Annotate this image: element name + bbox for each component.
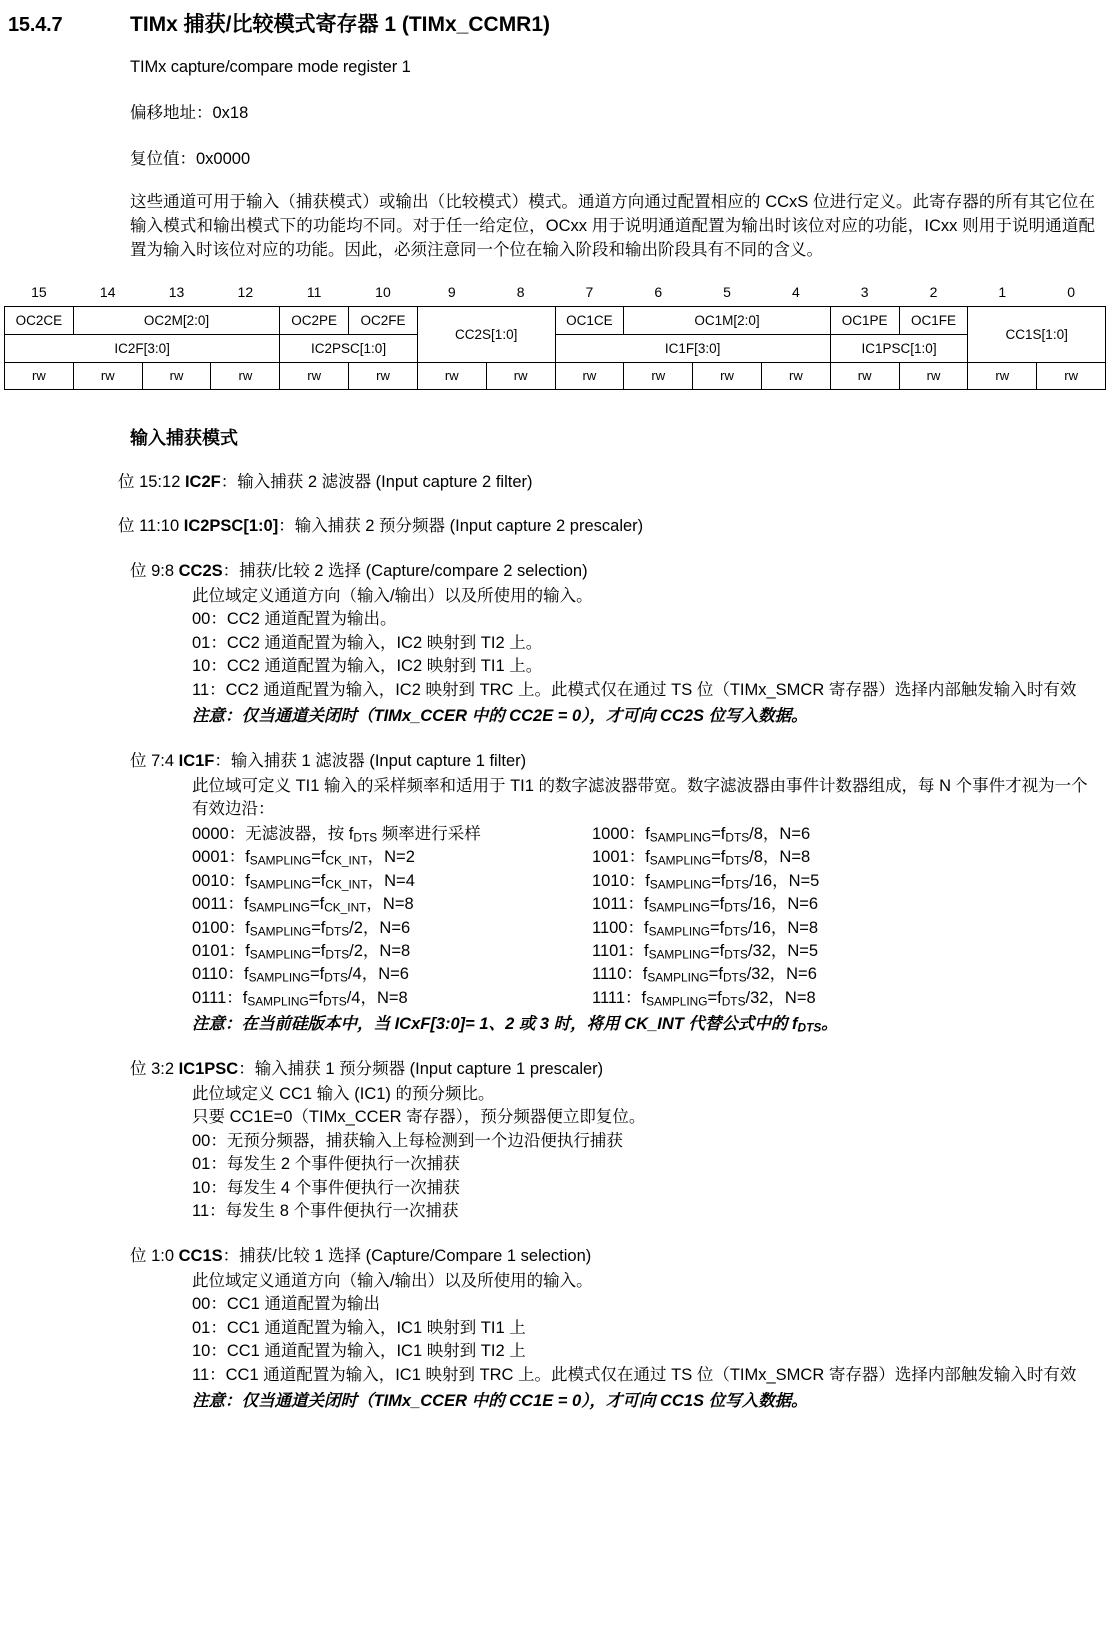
filter-option: 1010：$f_{SAMPLING}=f_{DTS}/16$，N=5 bbox=[592, 871, 820, 892]
option-line: 00：CC2 通道配置为输出。 bbox=[192, 610, 397, 629]
filter-option: 1100：$f_{SAMPLING}=f_{DTS}/16$，N=8 bbox=[592, 918, 819, 939]
filter-option: 0001：$f_{SAMPLING}=f_{CK\_INT}$，N=2 bbox=[192, 848, 415, 868]
filter-option: 0000：无滤波器，按 $f_{DTS}$ 频率进行采样 bbox=[192, 824, 481, 845]
register-cell: CC2S[1:0] bbox=[417, 306, 555, 362]
bit-number: 14 bbox=[99, 283, 116, 300]
bit-number: 15 bbox=[31, 283, 47, 300]
bit-number: 4 bbox=[791, 283, 800, 300]
bit-number: 7 bbox=[585, 283, 594, 300]
bit-number: 5 bbox=[723, 283, 731, 300]
register-input-row bbox=[5, 334, 1106, 362]
field-ic2psc-name: IC2PSC[1:0] bbox=[183, 517, 279, 536]
filter-option: 1111：$f_{SAMPLING}=f_{DTS}/32$，N=8 bbox=[592, 988, 816, 1009]
bit-number: 6 bbox=[654, 283, 663, 300]
access-cell: rw bbox=[211, 362, 280, 389]
access-cell: rw bbox=[899, 362, 968, 389]
field-ic1f bbox=[130, 750, 1110, 1037]
register-cell: OC1FE bbox=[899, 306, 968, 334]
access-cell: rw bbox=[417, 362, 486, 389]
register-cell: OC2CE bbox=[5, 306, 74, 334]
bit-number: 10 bbox=[375, 283, 391, 300]
input-capture-mode-heading: 输入捕获模式 bbox=[130, 427, 238, 448]
field-ic1psc bbox=[130, 1058, 1110, 1224]
option-line: 此位域定义 CC1 输入 (IC1) 的预分频比。 bbox=[192, 1085, 495, 1104]
field-cc1s-bits: 位 1:0 bbox=[130, 1246, 175, 1265]
option-line: 01：CC2 通道配置为输入，IC2 映射到 TI2 上。 bbox=[192, 633, 543, 652]
field-cc2s bbox=[130, 560, 1110, 729]
option-line: 11：CC2 通道配置为输入，IC2 映射到 TRC 上。此模式仅在通过 TS 位（TIMx_SMCR 寄存器）选择内部触发输入时有效 bbox=[192, 680, 1077, 699]
filter-option: 1101：$f_{SAMPLING}=f_{DTS}/32$，N=5 bbox=[592, 941, 819, 962]
field-ic1f-note: 注意：在当前硅版本中，当 ICxF[3:0]= 1、2 或 3 时，将用 CK_INT 代替公式中的 $f_{DTS}$。 bbox=[192, 1015, 838, 1035]
option-line: 10：CC1 通道配置为输入，IC1 映射到 TI2 上 bbox=[192, 1342, 526, 1361]
access-cell: rw bbox=[968, 362, 1037, 389]
field-cc2s-desc: ：捕获/比较 2 选择 (Capture/compare 2 selection) bbox=[222, 561, 588, 580]
access-cell: rw bbox=[486, 362, 555, 389]
field-cc1s-desc: ：捕获/比较 1 选择 (Capture/Compare 1 selection) bbox=[222, 1246, 592, 1265]
page-heading bbox=[0, 0, 1110, 38]
filter-option: 1001：$f_{SAMPLING}=f_{DTS}/8$，N=8 bbox=[592, 848, 811, 868]
field-cc1s-name: CC1S bbox=[178, 1246, 223, 1265]
bit-number: 8 bbox=[516, 283, 525, 300]
option-line: 00：无预分频器，捕获输入上每检测到一个边沿便执行捕获 bbox=[192, 1131, 623, 1150]
option-line: 只要 CC1E=0（TIMx_CCER 寄存器），预分频器便立即复位。 bbox=[192, 1108, 646, 1127]
access-cell: rw bbox=[5, 362, 74, 389]
filter-option: 0011：$f_{SAMPLING}=f_{CK\_INT}$，N=8 bbox=[192, 895, 414, 915]
register-output-row bbox=[5, 306, 1106, 334]
option-line: 01：CC1 通道配置为输入，IC1 映射到 TI1 上 bbox=[192, 1318, 526, 1337]
field-ic2f-bits: 位 15:12 bbox=[118, 472, 181, 491]
intro-paragraph: 这些通道可用于输入（捕获模式）或输出（比较模式）模式。通道方向通过配置相应的 CCxS 位进行定义。此寄存器的所有其它位在输入模式和输出模式下的功能均不同。对于任一给定位，OCxx 用于说明通道配置为输出时该位对应的功能，ICxx 则用于说明通道配置为输入时该位对应的功能。因此，必须注意同一个位在输入阶段和输出阶段具有不同的含义。 bbox=[130, 193, 1095, 259]
access-cell: rw bbox=[761, 362, 830, 389]
field-cc2s-name: CC2S bbox=[178, 561, 223, 580]
register-cell: CC1S[1:0] bbox=[968, 306, 1106, 362]
filter-option: 1000：$f_{SAMPLING}=f_{DTS}/8$，N=6 bbox=[592, 824, 811, 845]
field-cc2s-lines bbox=[192, 585, 1110, 702]
option-line: 10：CC2 通道配置为输入，IC2 映射到 TI1 上。 bbox=[192, 657, 543, 676]
register-access-row bbox=[5, 362, 1106, 389]
field-ic2psc-desc: ：输入捕获 2 预分频器 (Input capture 2 prescaler) bbox=[278, 517, 644, 536]
filter-option: 1110：$f_{SAMPLING}=f_{DTS}/32$，N=6 bbox=[592, 965, 817, 985]
option-line: 11：每发生 8 个事件便执行一次捕获 bbox=[192, 1202, 459, 1221]
option-line: 00：CC1 通道配置为输出 bbox=[192, 1295, 380, 1314]
bit-number: 11 bbox=[306, 283, 322, 300]
register-bitfield-table bbox=[0, 281, 1110, 390]
access-cell: rw bbox=[830, 362, 899, 389]
field-ic1psc-lines bbox=[192, 1083, 1110, 1224]
field-cc1s-lines bbox=[192, 1270, 1110, 1387]
register-cell: IC1PSC[1:0] bbox=[830, 334, 968, 362]
field-ic2psc-bits: 位 11:10 bbox=[118, 517, 180, 536]
bit-number: 12 bbox=[237, 283, 254, 300]
register-cell: OC2M[2:0] bbox=[73, 306, 279, 334]
register-cell: IC2PSC[1:0] bbox=[280, 334, 418, 362]
field-cc2s-note: 注意：仅当通道关闭时（TIMx_CCER 中的 CC2E = 0），才可向 CC2S 位写入数据。 bbox=[192, 707, 808, 726]
field-ic2psc bbox=[118, 515, 1110, 538]
access-cell: rw bbox=[73, 362, 142, 389]
field-cc1s bbox=[130, 1245, 1110, 1414]
field-cc1s-note: 注意：仅当通道关闭时（TIMx_CCER 中的 CC1E = 0），才可向 CC1S 位写入数据。 bbox=[192, 1392, 808, 1411]
access-cell: rw bbox=[1037, 362, 1106, 389]
bit-number: 0 bbox=[1067, 283, 1075, 300]
field-ic2f bbox=[118, 471, 1110, 494]
register-cell: OC1CE bbox=[555, 306, 624, 334]
bit-number-row bbox=[5, 281, 1106, 307]
bit-number: 1 bbox=[998, 283, 1007, 300]
access-cell: rw bbox=[142, 362, 211, 389]
offset-address: 偏移地址：0x18 bbox=[130, 104, 249, 122]
access-cell: rw bbox=[693, 362, 762, 389]
register-cell: IC2F[3:0] bbox=[5, 334, 280, 362]
access-cell: rw bbox=[349, 362, 418, 389]
ic1f-filter-table bbox=[192, 823, 1110, 1010]
field-ic2f-desc: ：输入捕获 2 滤波器 (Input capture 2 filter) bbox=[220, 472, 533, 491]
filter-option: 1011：$f_{SAMPLING}=f_{DTS}/16$，N=6 bbox=[592, 895, 819, 915]
bit-number: 3 bbox=[860, 283, 869, 300]
option-line: 此位域定义通道方向（输入/输出）以及所使用的输入。 bbox=[192, 587, 593, 606]
section-number: 15.4.7 bbox=[8, 14, 63, 36]
bit-number: 9 bbox=[447, 283, 456, 300]
register-cell: IC1F[3:0] bbox=[555, 334, 830, 362]
option-line: 01：每发生 2 个事件便执行一次捕获 bbox=[192, 1155, 460, 1174]
register-cell: OC2FE bbox=[349, 306, 418, 334]
field-ic1psc-name: IC1PSC bbox=[178, 1059, 239, 1078]
register-cell: OC1M[2:0] bbox=[624, 306, 830, 334]
bit-number: 2 bbox=[929, 283, 938, 300]
field-cc2s-bits: 位 9:8 bbox=[130, 561, 175, 580]
register-cell: OC1PE bbox=[830, 306, 899, 334]
field-ic1f-name: IC1F bbox=[178, 751, 215, 770]
filter-option: 0101：$f_{SAMPLING}=f_{DTS}/2$，N=8 bbox=[192, 941, 411, 962]
section-title: TIMx 捕获/比较模式寄存器 1 (TIMx_CCMR1) bbox=[130, 13, 551, 36]
field-ic1f-intro: 此位域可定义 TI1 输入的采样频率和适用于 TI1 的数字滤波器带宽。数字滤波器由事件计数器组成，每 N 个事件才视为一个有效边沿： bbox=[192, 776, 1088, 819]
filter-option: 0110：$f_{SAMPLING}=f_{DTS}/4$，N=6 bbox=[192, 965, 409, 985]
option-line: 10：每发生 4 个事件便执行一次捕获 bbox=[192, 1178, 460, 1197]
reset-value: 复位值：0x0000 bbox=[130, 150, 251, 168]
field-ic1psc-desc: ：输入捕获 1 预分频器 (Input capture 1 prescaler) bbox=[238, 1059, 604, 1078]
access-cell: rw bbox=[624, 362, 693, 389]
field-ic1f-desc: ：输入捕获 1 滤波器 (Input capture 1 filter) bbox=[214, 751, 527, 770]
register-subtitle: TIMx capture/compare mode register 1 bbox=[130, 58, 411, 76]
option-line: 11：CC1 通道配置为输入，IC1 映射到 TRC 上。此模式仅在通过 TS 位（TIMx_SMCR 寄存器）选择内部触发输入时有效 bbox=[192, 1365, 1077, 1384]
register-cell: OC2PE bbox=[280, 306, 349, 334]
bit-number: 13 bbox=[168, 283, 185, 300]
filter-option: 0111：$f_{SAMPLING}=f_{DTS}/4$，N=8 bbox=[192, 988, 408, 1009]
filter-option: 0100：$f_{SAMPLING}=f_{DTS}/2$，N=6 bbox=[192, 918, 411, 939]
field-ic1f-bits: 位 7:4 bbox=[130, 751, 175, 770]
access-cell: rw bbox=[280, 362, 349, 389]
field-ic2f-name: IC2F bbox=[184, 472, 221, 491]
option-line: 此位域定义通道方向（输入/输出）以及所使用的输入。 bbox=[192, 1272, 593, 1290]
field-ic1psc-bits: 位 3:2 bbox=[130, 1059, 175, 1078]
filter-option: 0010：$f_{SAMPLING}=f_{CK\_INT}$，N=4 bbox=[192, 871, 415, 892]
access-cell: rw bbox=[555, 362, 624, 389]
